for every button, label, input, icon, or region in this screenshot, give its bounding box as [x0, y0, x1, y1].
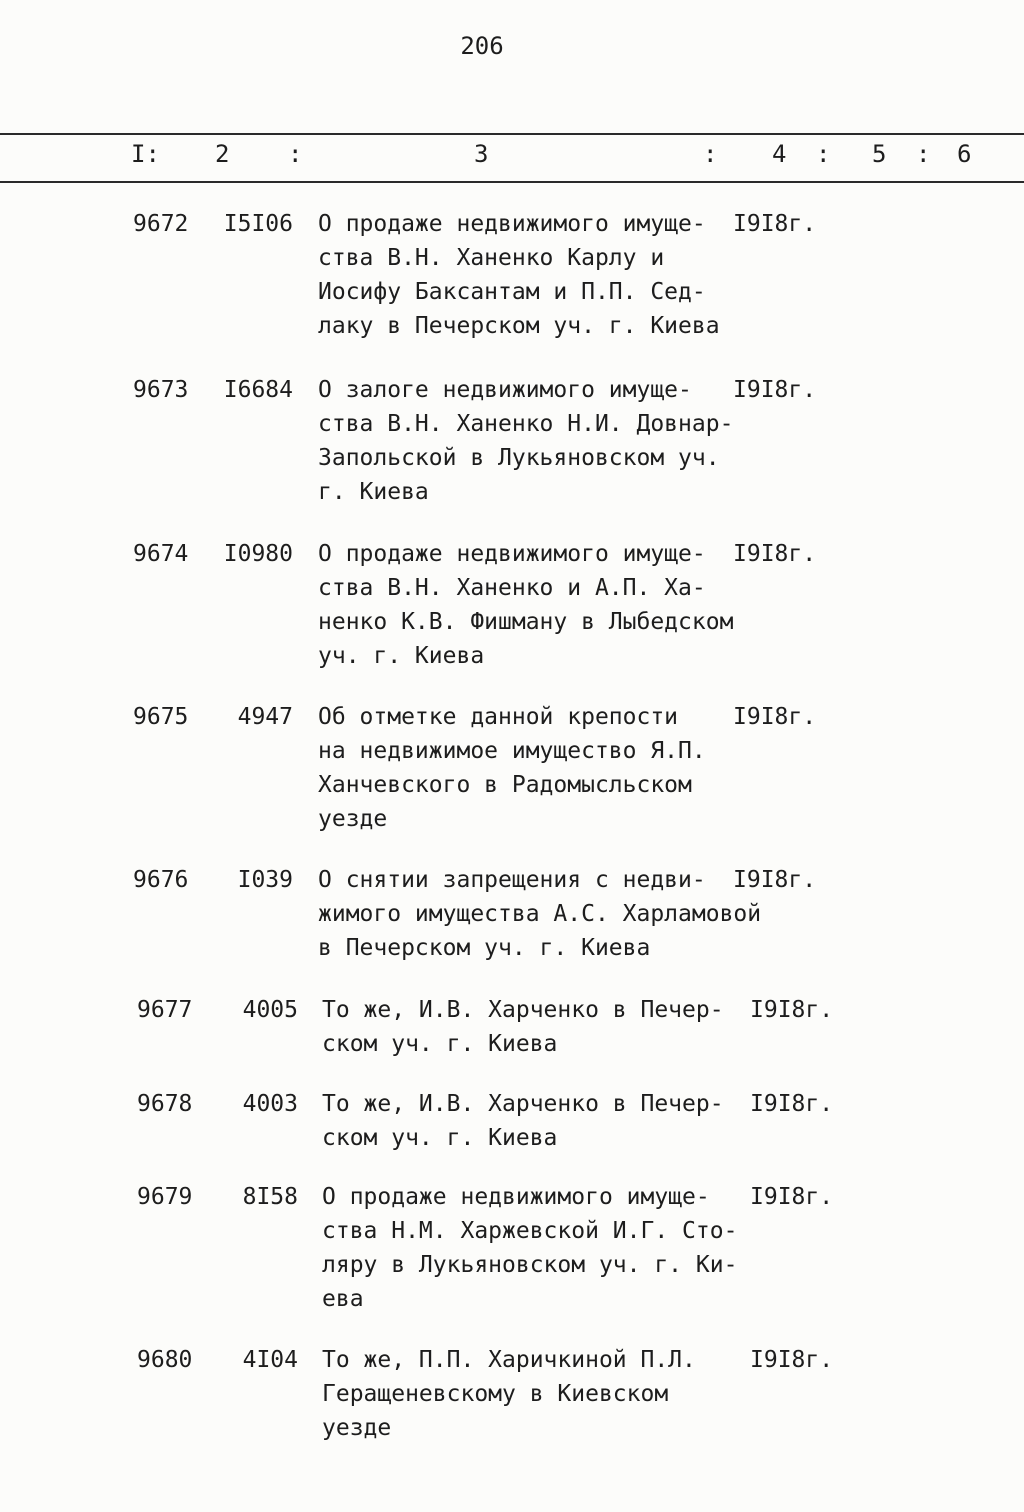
record-file-number: I5I06	[223, 211, 293, 237]
column-separator: :	[816, 140, 831, 168]
description-line: ева	[322, 1286, 364, 1312]
record-number: 9679	[137, 1184, 193, 1210]
record-number: 9680	[137, 1347, 193, 1373]
description-line: лаку в Печерском уч. г. Киева	[318, 313, 720, 339]
description-line: О продаже недвижимого имуще-	[322, 1184, 710, 1210]
record-number: 9673	[133, 377, 189, 403]
record-description	[318, 700, 738, 836]
record-file-number: I6684	[223, 377, 293, 403]
description-line: в Печерском уч. г. Киева	[318, 935, 651, 961]
description-line: уезде	[322, 1415, 392, 1441]
column-header-3: 3	[474, 140, 489, 168]
description-line: ства Н.М. Харжевской И.Г. Сто-	[322, 1218, 738, 1244]
page-number: 206	[460, 32, 504, 60]
description-line: Ханчевского в Радомысльском	[318, 772, 692, 798]
column-separator: :	[916, 140, 931, 168]
column-header-6: 6	[957, 140, 972, 168]
record-file-number: I039	[237, 867, 293, 893]
record-number: 9672	[133, 211, 189, 237]
record-file-number: I0980	[223, 541, 293, 567]
column-separator: :	[703, 140, 718, 168]
description-line: ском уч. г. Киева	[322, 1031, 558, 1057]
record-description	[322, 1087, 742, 1155]
record-number: 9678	[137, 1091, 193, 1117]
record-number: 9676	[133, 867, 189, 893]
description-line: жимого имущества А.С. Харламовой	[318, 901, 762, 927]
description-line: О залоге недвижимого имуще-	[318, 377, 692, 403]
description-line: ненко К.В. Фишману в Лыбедском	[318, 609, 734, 635]
description-line: на недвижимое имущество Я.П.	[318, 738, 706, 764]
record-date: I9I8г.	[733, 541, 817, 567]
column-header-5: 5	[872, 140, 887, 168]
description-line: То же, П.П. Харичкиной П.Л.	[322, 1347, 696, 1373]
description-line: ства В.Н. Ханенко Н.И. Довнар-	[318, 411, 734, 437]
description-line: ляру в Лукьяновском уч. г. Ки-	[322, 1252, 738, 1278]
description-line: Иосифу Баксантам и П.П. Сед-	[318, 279, 706, 305]
record-date: I9I8г.	[750, 1184, 834, 1210]
description-line: Запольской в Лукьяновском уч.	[318, 445, 720, 471]
record-date: I9I8г.	[733, 211, 817, 237]
record-date: I9I8г.	[733, 704, 817, 730]
record-date: I9I8г.	[750, 1091, 834, 1117]
record-description	[322, 1343, 742, 1445]
record-date: I9I8г.	[733, 867, 817, 893]
record-description	[318, 537, 738, 673]
record-description	[322, 1180, 742, 1316]
record-description	[318, 373, 738, 509]
column-separator: :	[288, 140, 303, 168]
description-line: ском уч. г. Киева	[322, 1125, 558, 1151]
record-file-number: 4I04	[242, 1347, 298, 1373]
description-line: ства В.Н. Ханенко Карлу и	[318, 245, 665, 271]
column-header-2: 2	[215, 140, 230, 168]
description-line: г. Киева	[318, 479, 429, 505]
description-line: ства В.Н. Ханенко и А.П. Ха-	[318, 575, 706, 601]
description-line: Об отметке данной крепости	[318, 704, 679, 730]
description-line: То же, И.В. Харченко в Печер-	[322, 1091, 724, 1117]
record-file-number: 8I58	[242, 1184, 298, 1210]
record-date: I9I8г.	[750, 997, 834, 1023]
record-description	[318, 863, 762, 965]
description-line: О продаже недвижимого имуще-	[318, 541, 706, 567]
column-header-1: I:	[131, 140, 160, 168]
description-line: уезде	[318, 806, 388, 832]
record-date: I9I8г.	[750, 1347, 834, 1373]
record-file-number: 4003	[242, 1091, 298, 1117]
description-line: То же, И.В. Харченко в Печер-	[322, 997, 724, 1023]
column-header-4: 4	[772, 140, 787, 168]
record-date: I9I8г.	[733, 377, 817, 403]
description-line: О продаже недвижимого имуще-	[318, 211, 706, 237]
record-number: 9675	[133, 704, 189, 730]
record-file-number: 4947	[237, 704, 293, 730]
description-line: О снятии запрещения с недви-	[318, 867, 706, 893]
description-line: уч. г. Киева	[318, 643, 485, 669]
record-number: 9674	[133, 541, 189, 567]
record-description	[318, 207, 738, 343]
description-line: Геращеневскому в Киевском	[322, 1381, 669, 1407]
record-number: 9677	[137, 997, 193, 1023]
record-description	[322, 993, 742, 1061]
record-file-number: 4005	[242, 997, 298, 1023]
